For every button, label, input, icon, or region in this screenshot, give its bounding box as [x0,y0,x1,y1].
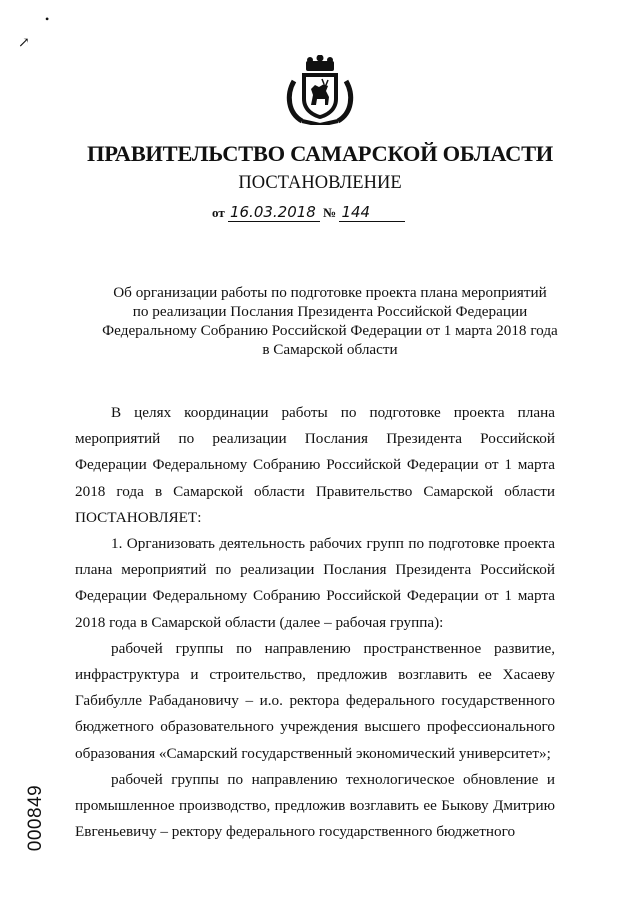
date-number-line [212,204,405,222]
stamp-number: 000849 [25,784,46,851]
body-paragraph: рабочей группы по направлению технологическое обновление и промышленное производство, предложив возглавить ее Быкову Дмитрию Евгеньевичу – ректору федерального государственного бюджетного [75,770,555,841]
government-title: ПРАВИТЕЛЬСТВО САМАРСКОЙ ОБЛАСТИ [87,141,553,166]
document-subject [70,283,590,359]
registration-stamp [21,780,51,855]
subject-line: Об организации работы по подготовке проекта плана мероприятий [113,284,547,301]
number-prefix: № [323,205,337,220]
coat-of-arms-icon [284,55,356,125]
scan-mark: • [45,12,50,26]
subject-line: Федеральному Собранию Российской Федерации от 1 марта 2018 года [102,322,558,339]
document-body [75,400,555,845]
body-paragraph: В целях координации работы по подготовке проекта плана мероприятий по реализации Послания Президента Российской Федерации Федеральному Собранию Российской Федерации от 1 марта 2018 года в Самарской области Правительство Самарской области ПОСТАНОВЛЯЕТ: [75,404,555,526]
subject-line: в Самарской области [262,341,398,358]
document-number: 144 [339,204,405,222]
body-paragraph: рабочей группы по направлению пространственное развитие, инфраструктура и строительство, предложив возглавить ее Хасаеву Габибулле Рабадановичу – и.о. ректора федерального государственного бюджетного образовательного учреждения высшего профессионального образования «Самарский государственный экономический университет»; [75,639,555,762]
body-paragraph: 1. Организовать деятельность рабочих групп по подготовке проекта плана мероприятий по реализации Послания Президента Российской Федерации Федеральному Собранию Российской Федерации от 1 марта 2018 года в Самарской области (далее – рабочая группа): [75,535,555,631]
document-type: ПОСТАНОВЛЕНИЕ [238,173,402,193]
scan-mark: ↗ [18,36,30,51]
document-date: 16.03.2018 [228,204,320,222]
subject-line: по реализации Послания Президента Российской Федерации [132,303,528,320]
date-prefix: от [212,205,225,220]
